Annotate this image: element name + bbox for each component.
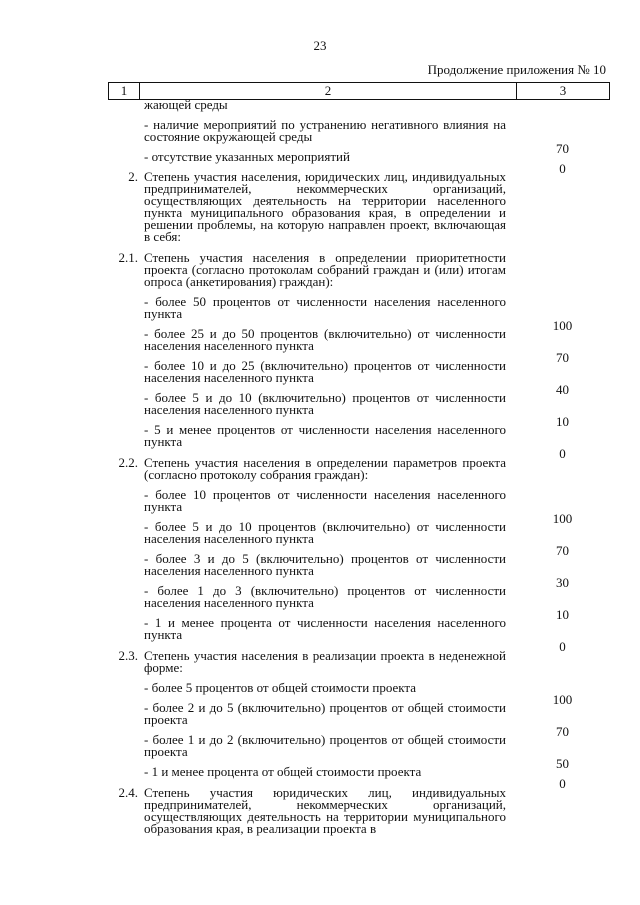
table-row [0,487,640,526]
table-row [0,615,640,654]
row-score: 70 [556,141,569,156]
row-text: - более 10 процентов от численности населения населенного пункта [144,487,506,514]
row-text: - 1 и менее процента от численности населения населенного пункта [144,615,506,642]
row-text: Степень участия населения в определении параметров проекта (согласно протоколу собрания граждан): [144,455,506,482]
row-score: 100 [552,318,573,333]
table-row [0,326,640,365]
row-score: 50 [556,756,569,771]
table-row [0,294,640,333]
row-text: - более 3 и до 5 (включительно) процентов от численности населения населенного пункта [144,551,506,578]
row-text: - более 25 и до 50 процентов (включительно) от численности населения населенного пункта [144,326,506,353]
header-col-2: 2 [140,83,517,100]
table-row [0,650,640,674]
table-row [0,583,640,622]
header-col-1: 1 [109,83,140,100]
row-number: 2.2. [118,455,138,470]
row-text: - более 1 до 3 (включительно) процентов от численности населения населенного пункта [144,583,506,610]
table-body [0,99,640,835]
row-number: 2.1. [118,250,138,265]
row-text: Степень участия населения, юридических лиц, индивидуальных предпринимателей, некоммерческих организаций, осуществляющих деятельность на территории населенного пункта муниципального образования края, в определении и решении проблемы, на которую направлен проект, включающая в себя: [144,169,506,244]
row-score: 0 [559,639,566,654]
table-row [0,390,640,429]
row-score: 0 [559,776,566,791]
table-row [0,680,640,707]
table-row [0,99,640,111]
row-score: 70 [556,724,569,739]
row-number: 2.3. [118,648,138,663]
row-number: 2.4. [118,785,138,800]
row-text: - наличие мероприятий по устранению негативного влияния на состояние окружающей среды [144,117,506,144]
table-row [0,149,640,176]
row-score: 10 [556,414,569,429]
row-text: - более 1 и до 2 (включительно) процентов от общей стоимости проекта [144,732,506,759]
table-row [0,171,640,243]
row-text: - 5 и менее процентов от численности населения населенного пункта [144,422,506,449]
row-score: 40 [556,382,569,397]
header-col-3: 3 [517,83,610,100]
row-score: 30 [556,575,569,590]
table-row [0,700,640,739]
row-text: Степень участия населения в определении приоритетности проекта (согласно протоколам собраний граждан и (или) итогам опроса (анкетирования) граждан): [144,250,506,289]
row-score: 10 [556,607,569,622]
row-number: 2. [128,169,138,184]
row-text: - более 5 и до 10 (включительно) процентов от численности населения населенного пункта [144,390,506,417]
row-score: 70 [556,350,569,365]
table-row [0,358,640,397]
table-row [0,732,640,771]
row-text: - более 5 и до 10 процентов (включительно) от численности населения населенного пункта [144,519,506,546]
continuation-label: Продолжение приложения № 10 [427,62,606,77]
row-score: 0 [559,446,566,461]
table-row [0,252,640,288]
row-text: жающей среды [144,97,228,112]
table-row [0,519,640,558]
row-text: - более 50 процентов от численности населения населенного пункта [144,294,506,321]
row-score: 100 [552,692,573,707]
row-text: - 1 и менее процента от общей стоимости проекта [144,764,422,779]
table-row [0,422,640,461]
row-score: 70 [556,543,569,558]
row-text: - более 5 процентов от общей стоимости проекта [144,680,417,695]
table-row [0,551,640,590]
table-row [0,457,640,481]
row-text: Степень участия юридических лиц, индивидуальных предпринимателей, некоммерческих организаций, осуществляющих деятельность на территории муниципального образования края, в реализации проекта в [144,785,506,836]
table-row [0,117,640,156]
row-score: 0 [559,161,566,176]
page-number: 23 [313,38,327,53]
table-row [0,764,640,791]
row-text: - более 10 и до 25 (включительно) процентов от численности населения населенного пункта [144,358,506,385]
row-score: 100 [552,511,573,526]
row-text: - отсутствие указанных мероприятий [144,149,350,164]
table-row [0,787,640,835]
row-text: - более 2 и до 5 (включительно) процентов от общей стоимости проекта [144,700,506,727]
row-text: Степень участия населения в реализации проекта в неденежной форме: [144,648,506,675]
